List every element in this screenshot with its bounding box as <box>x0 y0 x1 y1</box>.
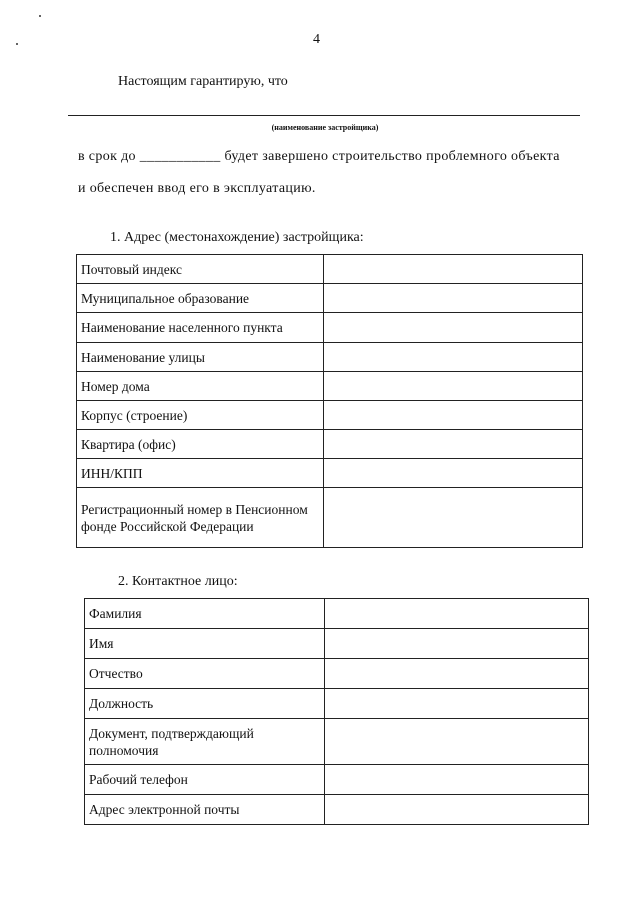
table-row <box>85 659 589 689</box>
field-value[interactable] <box>325 689 589 719</box>
field-label: Муниципальное образование <box>77 284 324 313</box>
section-2-heading: 2. Контактное лицо: <box>118 574 238 589</box>
field-value[interactable] <box>324 343 583 372</box>
field-value[interactable] <box>324 372 583 401</box>
developer-address-table <box>76 254 583 548</box>
field-label: Отчество <box>85 659 325 689</box>
table-row <box>77 284 583 313</box>
field-label: Документ, подтверждающий полномочия <box>85 719 325 765</box>
table-row <box>77 372 583 401</box>
field-label: Рабочий телефон <box>85 765 325 795</box>
field-label: Должность <box>85 689 325 719</box>
field-value[interactable] <box>324 430 583 459</box>
field-value[interactable] <box>325 599 589 629</box>
scan-speck <box>39 15 41 17</box>
developer-name-line <box>68 115 580 116</box>
field-label: Наименование улицы <box>77 343 324 372</box>
table-row <box>77 255 583 284</box>
field-label: Наименование населенного пункта <box>77 313 324 343</box>
table-row <box>77 459 583 488</box>
table-row <box>85 795 589 825</box>
field-value[interactable] <box>325 719 589 765</box>
field-label: Почтовый индекс <box>77 255 324 284</box>
table-row <box>77 313 583 343</box>
table-row <box>85 719 589 765</box>
table-row <box>77 430 583 459</box>
page-number: 4 <box>313 32 320 47</box>
field-value[interactable] <box>324 284 583 313</box>
field-value[interactable] <box>325 765 589 795</box>
field-value[interactable] <box>324 488 583 548</box>
table-row <box>77 488 583 548</box>
field-value[interactable] <box>325 659 589 689</box>
field-label: Регистрационный номер в Пенсионном фонде Российской Федерации <box>77 488 324 548</box>
field-label: Квартира (офис) <box>77 430 324 459</box>
field-value[interactable] <box>324 313 583 343</box>
table-row <box>77 401 583 430</box>
field-label: Корпус (строение) <box>77 401 324 430</box>
contact-person-table <box>84 598 589 825</box>
table-row <box>85 765 589 795</box>
field-label: Адрес электронной почты <box>85 795 325 825</box>
field-label: Фамилия <box>85 599 325 629</box>
field-value[interactable] <box>325 629 589 659</box>
section-1-heading: 1. Адрес (местонахождение) застройщика: <box>110 230 364 245</box>
guarantee-text: Настоящим гарантирую, что <box>118 74 288 89</box>
developer-name-caption: (наименование застройщика) <box>271 123 379 132</box>
field-label: Имя <box>85 629 325 659</box>
table-row <box>85 689 589 719</box>
field-label: ИНН/КПП <box>77 459 324 488</box>
field-value[interactable] <box>325 795 589 825</box>
field-value[interactable] <box>324 401 583 430</box>
table-row <box>85 629 589 659</box>
field-value[interactable] <box>324 459 583 488</box>
paragraph-line-1: в срок до ___________ будет завершено строительство проблемного объекта <box>78 149 560 164</box>
table-row <box>85 599 589 629</box>
field-value[interactable] <box>324 255 583 284</box>
table-row <box>77 343 583 372</box>
field-label: Номер дома <box>77 372 324 401</box>
paragraph-line-2: и обеспечен ввод его в эксплуатацию. <box>78 181 316 196</box>
